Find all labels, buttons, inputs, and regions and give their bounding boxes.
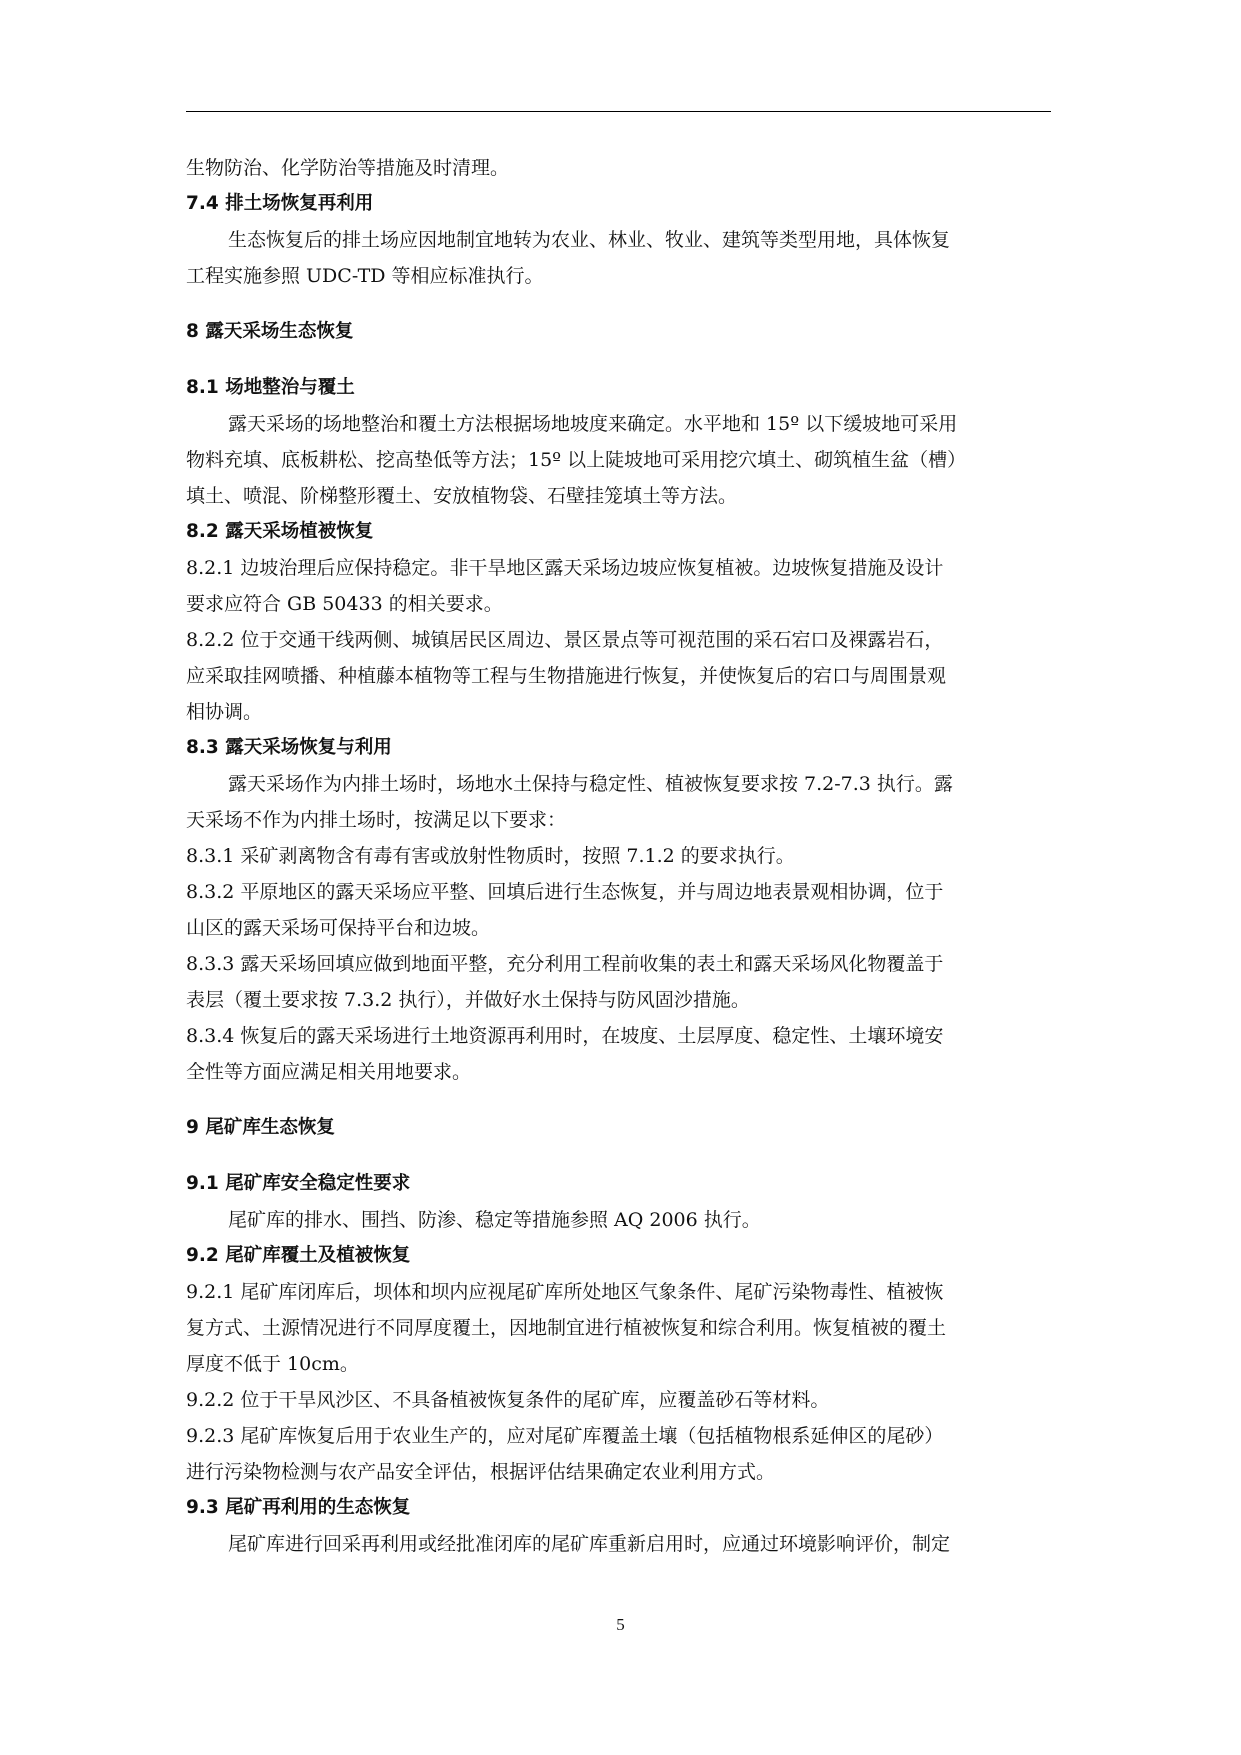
- paragraph-line: 复方式、土源情况进行不同厚度覆土，因地制宜进行植被恢复和综合利用。恢复植被的覆土: [186, 1317, 947, 1339]
- clause-8-2-2: 8.2.2 位于交通干线两侧、城镇居民区周边、景区景点等可视范围的采石宕口及裸露岩石，: [186, 629, 944, 651]
- page-number: 5: [616, 1615, 625, 1634]
- header-rule: [186, 111, 1051, 112]
- section-heading-9-2: 9.2 尾矿库覆土及植被恢复: [186, 1245, 411, 1266]
- paragraph-line: 露天采场作为内排土场时，场地水土保持与稳定性、植被恢复要求按 7.2-7.3 执行。露: [228, 773, 953, 795]
- chapter-heading-9: 9 尾矿库生态恢复: [186, 1117, 335, 1138]
- section-heading-9-3: 9.3 尾矿再利用的生态恢复: [186, 1497, 411, 1518]
- section-heading-8-3: 8.3 露天采场恢复与利用: [186, 737, 392, 758]
- chapter-heading-8: 8 露天采场生态恢复: [186, 321, 354, 342]
- paragraph-line: 生态恢复后的排土场应因地制宜地转为农业、林业、牧业、建筑等类型用地，具体恢复: [228, 229, 951, 251]
- paragraph-line: 尾矿库的排水、围挡、防渗、稳定等措施参照 AQ 2006 执行。: [228, 1209, 761, 1231]
- paragraph-line: 全性等方面应满足相关用地要求。: [186, 1061, 472, 1083]
- section-heading-7-4: 7.4 排土场恢复再利用: [186, 193, 374, 214]
- clause-8-3-2: 8.3.2 平原地区的露天采场应平整、回填后进行生态恢复，并与周边地表景观相协调，位于: [186, 881, 944, 903]
- clause-9-2-2: 9.2.2 位于干旱风沙区、不具备植被恢复条件的尾矿库，应覆盖砂石等材料。: [186, 1389, 830, 1411]
- paragraph-line: 生物防治、化学防治等措施及时清理。: [186, 157, 510, 179]
- clause-8-2-1: 8.2.1 边坡治理后应保持稳定。非干旱地区露天采场边坡应恢复植被。边坡恢复措施及设计: [186, 557, 944, 579]
- section-heading-9-1: 9.1 尾矿库安全稳定性要求: [186, 1173, 411, 1194]
- paragraph-line: 相协调。: [186, 701, 263, 723]
- paragraph-line: 填土、喷混、阶梯整形覆土、安放植物袋、石壁挂笼填土等方法。: [186, 485, 738, 507]
- paragraph-line: 进行污染物检测与农产品安全评估，根据评估结果确定农业利用方式。: [186, 1461, 776, 1483]
- document-body: [186, 150, 1051, 1562]
- paragraph-line: 物料充填、底板耕松、挖高垫低等方法；15º 以上陡坡地可采用挖穴填土、砌筑植生盆（槽）: [186, 449, 967, 471]
- clause-9-2-1: 9.2.1 尾矿库闭库后，坝体和坝内应视尾矿库所处地区气象条件、尾矿污染物毒性、植被恢: [186, 1281, 944, 1303]
- paragraph-line: 厚度不低于 10cm。: [186, 1353, 359, 1375]
- clause-8-3-1: 8.3.1 采矿剥离物含有毒有害或放射性物质时，按照 7.1.2 的要求执行。: [186, 845, 795, 867]
- section-heading-8-1: 8.1 场地整治与覆土: [186, 377, 355, 398]
- clause-9-2-3: 9.2.3 尾矿库恢复后用于农业生产的，应对尾矿库覆盖土壤（包括植物根系延伸区的尾砂）: [186, 1425, 944, 1447]
- paragraph-line: 工程实施参照 UDC-TD 等相应标准执行。: [186, 265, 544, 287]
- section-heading-8-2: 8.2 露天采场植被恢复: [186, 521, 374, 542]
- paragraph-line: 露天采场的场地整治和覆土方法根据场地坡度来确定。水平地和 15º 以下缓坡地可采用: [228, 413, 958, 435]
- paragraph-line: 天采场不作为内排土场时，按满足以下要求：: [186, 809, 567, 831]
- paragraph-line: 尾矿库进行回采再利用或经批准闭库的尾矿库重新启用时，应通过环境影响评价，制定: [228, 1533, 951, 1555]
- paragraph-line: 应采取挂网喷播、种植藤本植物等工程与生物措施进行恢复，并使恢复后的宕口与周围景观: [186, 665, 947, 687]
- clause-8-3-4: 8.3.4 恢复后的露天采场进行土地资源再利用时，在坡度、土层厚度、稳定性、土壤环境安: [186, 1025, 944, 1047]
- paragraph-line: 要求应符合 GB 50433 的相关要求。: [186, 593, 503, 615]
- paragraph-line: 山区的露天采场可保持平台和边坡。: [186, 917, 491, 939]
- paragraph-line: 表层（覆土要求按 7.3.2 执行），并做好水土保持与防风固沙措施。: [186, 989, 750, 1011]
- clause-8-3-3: 8.3.3 露天采场回填应做到地面平整，充分利用工程前收集的表土和露天采场风化物覆盖于: [186, 953, 944, 975]
